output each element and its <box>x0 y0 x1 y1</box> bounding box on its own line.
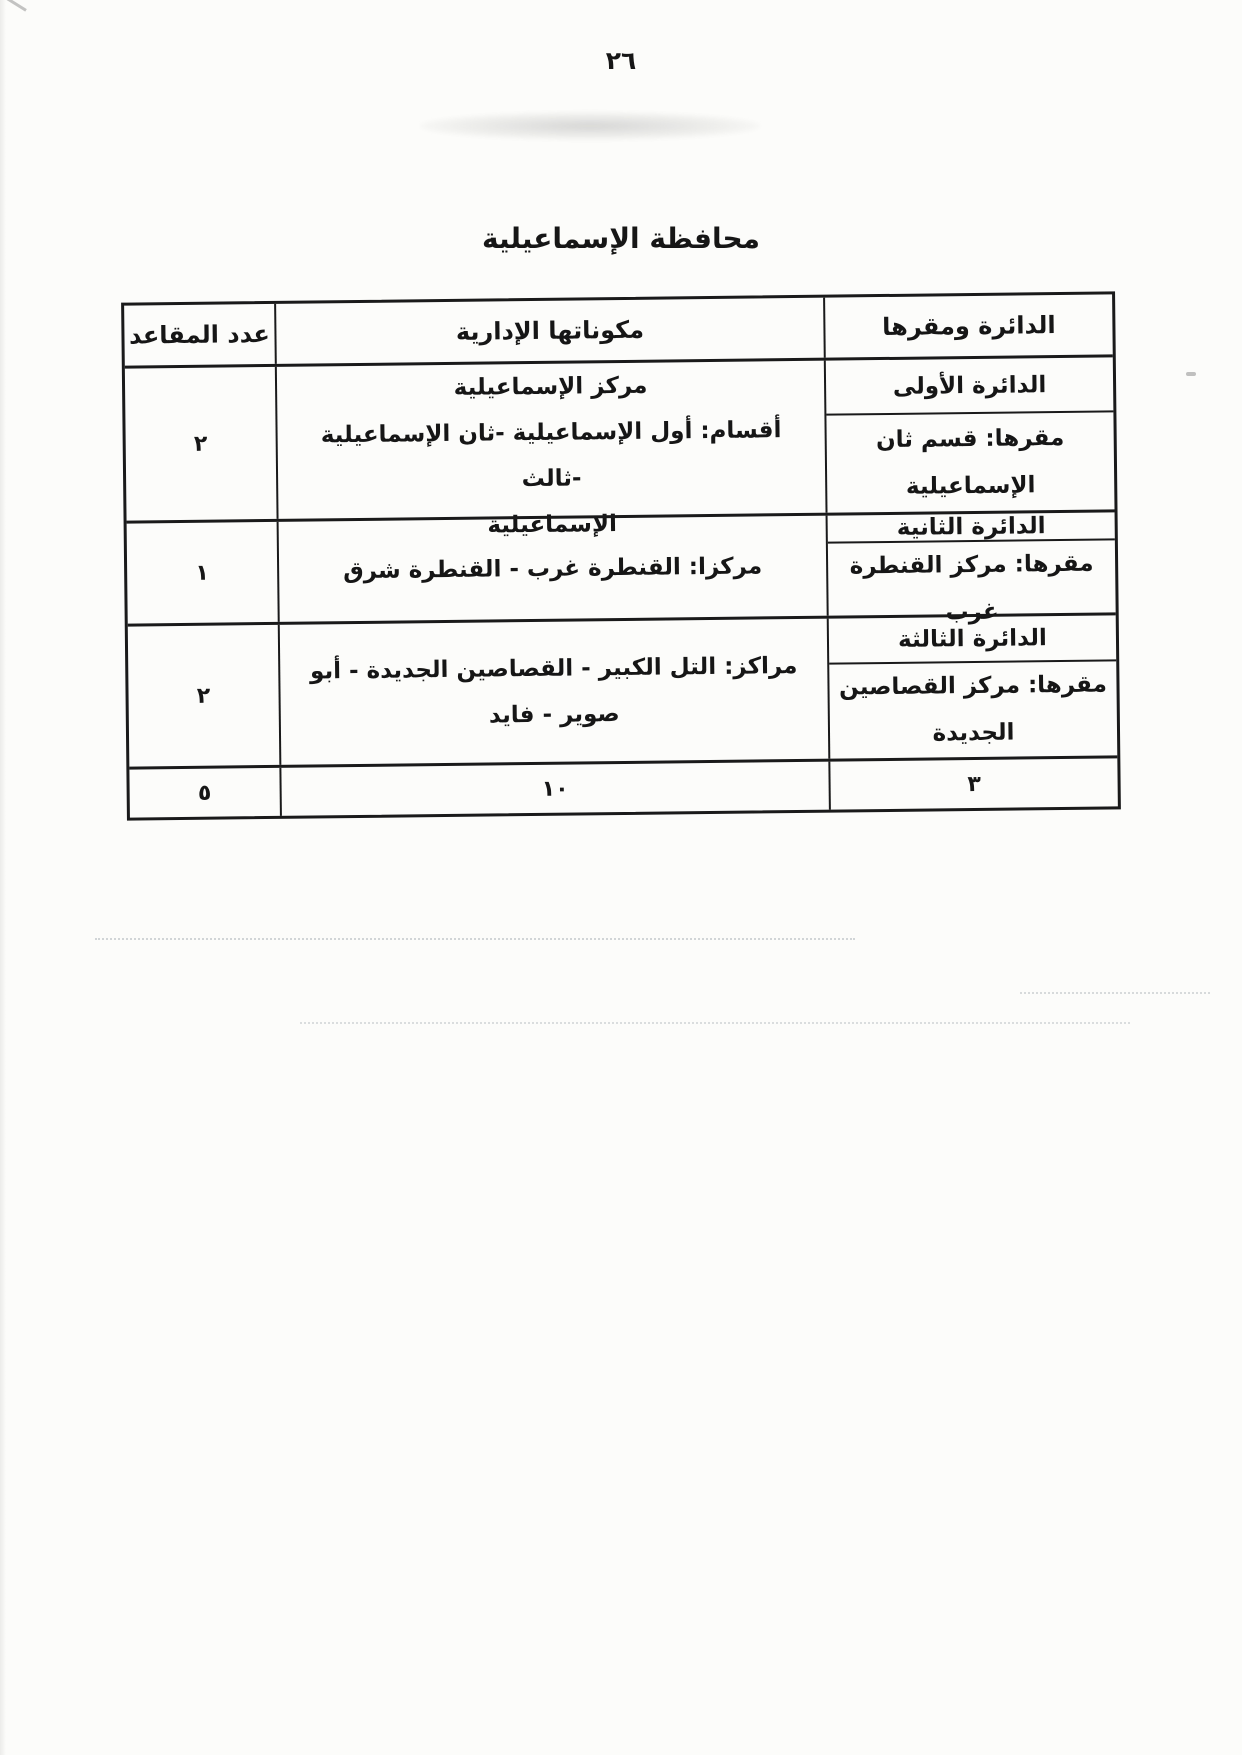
district-hq: مقرها: قسم ثان الإسماعيلية <box>875 424 1065 500</box>
components-line: مركز الإسماعيلية <box>453 372 648 401</box>
seats-cell: ٢ <box>193 431 208 457</box>
components-line: مركزا: القنطرة غرب - القنطرة شرق <box>342 553 763 585</box>
total-districts-value: ٣ <box>967 771 981 797</box>
header-components-column: مكوناتها الإدارية <box>274 298 824 364</box>
district-name: الدائرة الأولى <box>826 357 1114 415</box>
components-cell <box>275 361 826 539</box>
district-name: الدائرة الثانية <box>828 512 1115 543</box>
table-row <box>127 509 1116 626</box>
district-cell <box>827 615 1118 758</box>
seats-cell: ٢ <box>196 683 211 709</box>
scan-artifact <box>95 938 855 940</box>
total-seats-cell: ٥ <box>197 780 212 806</box>
scan-artifact <box>1020 992 1210 994</box>
seats-cell: ١ <box>195 560 210 586</box>
components-cell <box>278 619 829 765</box>
scan-artifact <box>3 0 27 12</box>
total-districts-cell <box>828 758 1118 809</box>
total-components-cell: ١٠ <box>279 762 829 816</box>
scan-artifact <box>0 0 6 1755</box>
components-line: أقسام: أول الإسماعيلية -ثان الإسماعيلية -ثالث <box>320 417 782 493</box>
scan-artifact <box>300 1022 1130 1024</box>
pencil-smudge-artifact <box>420 112 760 140</box>
district-cell <box>824 357 1115 512</box>
district-cell <box>826 512 1116 626</box>
district-name: الدائرة الثالثة <box>829 615 1117 664</box>
district-hq: مقرها: مركز القنطرة غرب <box>849 550 1094 626</box>
components-cell <box>277 516 827 622</box>
page-title: محافظة الإسماعيلية <box>481 222 761 255</box>
table-header-row <box>124 294 1113 365</box>
page-number: ٢٦ <box>605 46 637 75</box>
table-totals-row <box>129 755 1118 817</box>
table-row <box>128 612 1118 766</box>
scan-artifact <box>1186 372 1196 376</box>
districts-table <box>121 291 1121 820</box>
components-line: مراكز: التل الكبير - القصاصين الجديدة - أبو صوير - فايد <box>309 653 798 729</box>
components-line: الإسماعيلية <box>487 511 618 539</box>
header-district-column: الدائرة ومقرها <box>823 294 1113 357</box>
header-seats-column: عدد المقاعد <box>128 319 271 350</box>
district-hq: مقرها: مركز القصاصين الجديدة <box>838 671 1108 747</box>
